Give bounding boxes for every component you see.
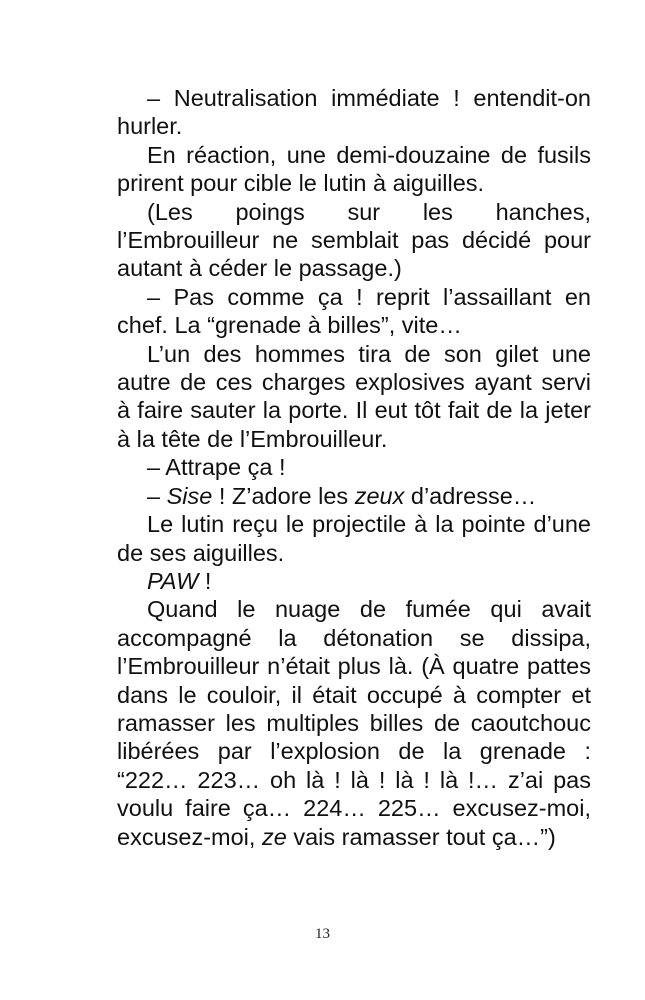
italic-text: Sise [166,482,213,509]
paragraph [117,84,591,141]
text-segment: – Attrape ça ! [147,454,286,481]
text-segment: ! [198,567,212,594]
paragraph [117,510,591,567]
body-text [117,84,591,851]
text-segment: – [147,482,167,509]
text-segment: Le lutin reçu le projectile à la pointe d’une de ses aiguilles. [117,511,591,566]
page-number: 13 [315,926,330,942]
paragraph [117,141,591,198]
paragraph [117,567,591,595]
text-segment: vais ramasser tout ça…”) [286,823,556,850]
text-segment: (Les poings sur les hanches, l’Embrouilleur ne semblait pas décidé pour autant à céder le passage.) [117,198,591,282]
text-segment: En réaction, une demi-douzaine de fusils prirent pour cible le lutin à aiguilles. [117,141,591,197]
paragraph [117,595,591,851]
paragraph [117,198,591,283]
paragraph [117,340,591,454]
text-segment: L’un des hommes tira de son gilet une autre de ces charges explosives ayant servi à faire sauter la porte. Il eut tôt fait de la jeter à la tête de l’Embrouilleur. [117,340,591,452]
italic-text: ze [261,823,287,850]
italic-text: PAW [147,567,199,594]
text-segment: Quand le nuage de fumée qui avait accompagné la détonation se dissipa, l’Embrouilleur n’était plus là. (À quatre pattes dans le couloir, il était occupé à compter et ramasser les multiples billes de caoutchouc libérées par l’explosion de la grenade : “222… 223… oh là ! là ! là ! là !… z’ai pas voulu faire ça… 224… 225… excusez-moi, excusez-moi, [117,596,591,850]
text-segment: – Pas comme ça ! reprit l’assaillant en chef. La “grenade à billes”, vite… [117,283,591,339]
paragraph [117,283,591,340]
text-segment: d’adresse… [404,482,537,509]
paragraph [117,453,591,481]
text-segment: ! Z’adore les [212,482,355,509]
paragraph [117,482,591,510]
text-segment: – Neutralisation immédiate ! entendit-on hurler. [117,85,591,140]
italic-text: zeux [354,482,405,509]
